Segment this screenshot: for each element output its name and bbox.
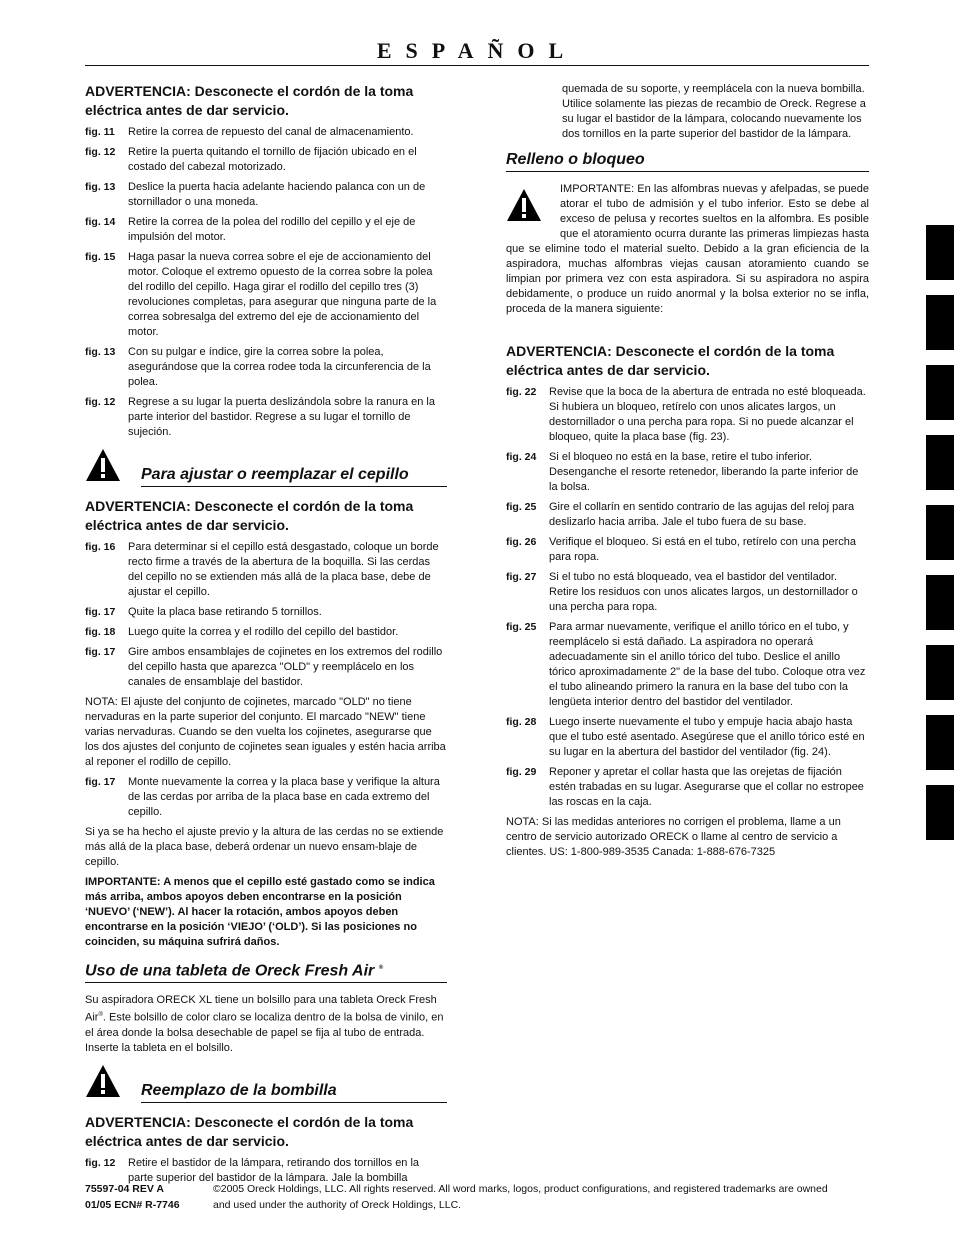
paragraph: Si ya se ha hecho el ajuste previo y la altura de las cerdas no se extiende más allá de la placa base, deberá ordenar un nuevo ensam-blaje de cepillo. (85, 826, 444, 868)
left-column (85, 82, 447, 1191)
importante-paragraph: IMPORTANTE: A menos que el cepillo esté gastado como se indica más arriba, ambos apoyos deben encontrarse en la posición ‘NUEVO’ (‘NEW’). Al hacer la rotación, ambos apoyos deben encontrarse en la posición ‘VIEJO’ (‘OLD’). Si las posiciones no coinciden, su máquina sufrirá daños. (85, 876, 435, 948)
tab-marker (926, 785, 954, 840)
fig-label: fig. 15 (85, 251, 116, 263)
fig-label: fig. 17 (85, 776, 116, 788)
fig-label: fig. 22 (506, 386, 537, 398)
fig-label: fig. 13 (85, 346, 116, 358)
warning-text: ADVERTENCIA: Desconecte el cordón de la toma eléctrica antes de dar servicio. (506, 343, 835, 378)
nota-paragraph: NOTA: El ajuste del conjunto de cojinetes, marcado "OLD" no tiene nervaduras en la parte superior del conjunto. El marcado "NEW" tiene varias nervaduras. Cuando se den vuelta los cojinetes, asegurarse que los dos ajustes del conjunto de cojinetes sean iguales y estén hacia arriba al reponer el rodillo de cepillo. (85, 696, 446, 768)
tab-marker (926, 715, 954, 770)
section-title: Para ajustar o reemplazar el cepillo (141, 465, 447, 487)
fig-item (85, 395, 447, 440)
header-rule (85, 65, 869, 66)
part-number: 75597-04 REV A (85, 1183, 164, 1195)
importante-paragraph: IMPORTANTE: En las alfombras nuevas y afelpadas, se puede atorar el tubo de admisión y el tubo inferior. Esto se debe al exceso de pelusa y recortes sueltos en la alfombra. Es posible que el atoramiento ocurra durante las primeras limpiezas hasta que se elimine todo el material suelto. Debido a la gran eficiencia de la aspiradora, muchas alfombras viejas causan atoramiento cuando se limpian por primera vez con esta aspiradora. Si su aspiradora no aspira debidamente, o produce un ruido anormal y la bolsa exterior no se infla, proceda de la manera siguiente: (506, 183, 869, 315)
fig-text: Retire la correa de repuesto del canal de almacenamiento. (128, 126, 414, 138)
fig-item (506, 385, 869, 445)
language-tabs (926, 225, 954, 855)
fig-label: fig. 17 (85, 606, 116, 618)
fig-label: fig. 12 (85, 396, 116, 408)
warning-text: ADVERTENCIA: Desconecte el cordón de la toma eléctrica antes de dar servicio. (85, 498, 414, 533)
fig-text: Con su pulgar e índice, gire la correa sobre la polea, asegurándose que la correa rodee toda la circunferencia de la polea. (128, 346, 431, 388)
fig-label: fig. 18 (85, 626, 116, 638)
fig-label: fig. 28 (506, 716, 537, 728)
fig-item (85, 180, 447, 210)
ecn-number: 01/05 ECN# R-7746 (85, 1199, 180, 1211)
fig-item (85, 605, 447, 620)
fig-item (85, 345, 447, 390)
fig-text: Luego inserte nuevamente el tubo y empuje hacia abajo hasta que el tubo esté asentado. Asegúrese que el anillo tórico esté en su lugar en la abertura del bastidor del ventilador (fig. 24). (549, 716, 865, 758)
fig-list (85, 540, 447, 690)
fig-label: fig. 29 (506, 766, 537, 778)
fig-text: Regrese a su lugar la puerta deslizándola sobre la ranura en la parte interior del bastidor. Regrese a su lugar el tornillo de sujeción. (128, 396, 435, 438)
document-code (85, 1181, 180, 1213)
fig-text: Gire ambos ensamblajes de cojinetes en los extremos del rodillo del cepillo hasta que aparezca "OLD" y reemplácelo en los canales de ensamblaje del bastidor. (128, 646, 443, 688)
tab-marker (926, 435, 954, 490)
fig-text: Revise que la boca de la abertura de entrada no esté bloqueada. Si hubiera un bloqueo, retírelo con unos alicates largos, un destornillador o una percha para ropa. Si no puede alcanzar el bloqueo, quite la placa base (fig. 23). (549, 386, 866, 443)
fig-list (85, 125, 447, 440)
fig-item (85, 250, 447, 340)
paragraph (85, 993, 447, 1056)
continued-paragraph: quemada de su soporte, y reemplácela con la nueva bombilla. Utilice solamente las piezas de recambio de Oreck. Regrese a su lugar el bastidor de la lámpara, colocando nuevamente los dos tornillos en la parte superior del bastidor de la lámpara. (562, 83, 866, 140)
fig-text: Gire el collarín en sentido contrario de las agujas del reloj para deslizarlo hacia arriba. Jale el tubo fuera de su base. (549, 501, 855, 528)
importante-block (506, 182, 869, 317)
fig-item (506, 715, 869, 760)
warning-text: ADVERTENCIA: Desconecte el cordón de la toma eléctrica antes de dar servicio. (85, 1113, 414, 1149)
warning-triangle-icon (85, 448, 141, 487)
fig-item (85, 125, 447, 140)
section-header (85, 448, 447, 487)
tab-marker (926, 365, 954, 420)
fig-text: Retire el bastidor de la lámpara, retirando dos tornillos en la parte superior del bastidor de la lámpara. Jale la bombilla (128, 1156, 420, 1184)
spacer (506, 322, 869, 342)
fig-label: fig. 14 (85, 216, 116, 228)
fresh-air-text-1: Su aspiradora ORECK XL tiene un bolsillo para una tableta Oreck Fresh Air (85, 994, 437, 1024)
fig-item (85, 215, 447, 245)
warning-triangle-icon (506, 188, 560, 234)
fig-list (85, 775, 447, 820)
section-title-text: Uso de una tableta de Oreck Fresh Air (85, 962, 375, 980)
fig-text: Quite la placa base retirando 5 tornillos. (128, 606, 322, 618)
fig-label: fig. 25 (506, 501, 537, 513)
fig-item (85, 645, 447, 690)
fig-text: Haga pasar la nueva correa sobre el eje de accionamiento del motor. Coloque el extremo opuesto de la correa sobre la polea del rodillo del cepillo. Haga girar el rodillo del cepillo tres (3) revoluciones completas, para asegurar que ninguna parte de la correa sobresalga del extremo del eje de accionamiento del motor. (128, 251, 437, 338)
nota-paragraph: NOTA: Si las medidas anteriores no corrigen el problema, llame a un centro de servicio autorizado ORECK o llame al centro de servicio a clientes. US: 1-800-989-3535 Canada: 1-888-676-7325 (506, 816, 841, 858)
fig-text: Retire la puerta quitando el tornillo de fijación ubicado en el costado del cabezal motorizado. (128, 146, 417, 173)
fig-item (506, 450, 869, 495)
fig-label: fig. 17 (85, 646, 116, 658)
tab-marker (926, 505, 954, 560)
fig-item (506, 535, 869, 565)
fig-text: Para armar nuevamente, verifique el anillo tórico en el tubo, y reemplácelo si está dañado. La aspiradora no operará adecuadamente sin el anillo tórico del tubo. Deslice el anillo tórico aproximadamente 2" de la base del tubo. Coloque otra vez el tubo alineando primero la ranura en la base del tubo con la lengüeta interior dentro del bastidor del ventilador. (549, 621, 866, 708)
warning-text: ADVERTENCIA: Desconecte el cordón de la toma eléctrica antes de dar servicio. (85, 83, 414, 118)
fig-label: fig. 12 (85, 1156, 116, 1169)
fresh-air-text-2: . Este bolsillo de color claro se localiza dentro de la bolsa de vinilo, en el área donde la bolsa desechable de papel se fija al tubo de entrada. Inserte la tableta en el bolsillo. (85, 1011, 444, 1054)
fig-label: fig. 27 (506, 571, 537, 583)
fig-label: fig. 11 (85, 126, 115, 138)
section-title: Relleno o bloqueo (506, 150, 869, 172)
warning-triangle-icon (85, 1064, 141, 1103)
fig-text: Verifique el bloqueo. Si está en el tubo, retírelo con una percha para ropa. (549, 536, 856, 563)
fig-text: Monte nuevamente la correa y la placa base y verifique la altura de las cerdas por arriba de la placa base en cada extremo del cepillo. (128, 776, 440, 818)
fig-label: fig. 26 (506, 536, 537, 548)
fig-text: Deslice la puerta hacia adelante haciendo palanca con un de stornillador o una moneda. (128, 181, 426, 208)
fig-label: fig. 24 (506, 451, 537, 463)
fig-item (506, 500, 869, 530)
fig-item (85, 775, 447, 820)
fig-text: Si el bloqueo no está en la base, retire el tubo inferior. Desenganche el resorte retenedor, liberando la parte inferior de la bolsa. (549, 451, 859, 493)
fig-list (506, 385, 869, 810)
copyright-notice: ©2005 Oreck Holdings, LLC. All rights reserved. All word marks, logos, product configurations, and registered trademarks are owned and used under the authority of Oreck Holdings, LLC. (213, 1183, 828, 1211)
tab-marker (926, 295, 954, 350)
fig-item (506, 570, 869, 615)
section-title: Reemplazo de la bombilla (141, 1081, 447, 1103)
fig-item (85, 145, 447, 175)
fig-text: Retire la correa de la polea del rodillo del cepillo y el eje de impulsión del motor. (128, 216, 416, 243)
section-title (85, 958, 447, 983)
tab-marker (926, 575, 954, 630)
section-header (85, 1064, 447, 1103)
fig-item (85, 540, 447, 600)
fig-item (85, 625, 447, 640)
tab-marker (926, 645, 954, 700)
tab-marker (926, 225, 954, 280)
fig-text: Si el tubo no está bloqueado, vea el bastidor del ventilador. Retire los residuos con unos alicates largos, un destornillador o una percha para ropa. (549, 571, 858, 613)
fig-label: fig. 25 (506, 621, 537, 633)
fig-text: Para determinar si el cepillo está desgastado, coloque un borde recto firme a través de la abertura de la boquilla. Si las cerdas del cepillo no se extienden más allá de la placa base, debe de ajustar el cepillo. (128, 541, 439, 598)
fig-text: Reponer y apretar el collar hasta que las orejetas de fijación estén trabadas en su lugar. Asegurarse que el collar no estropee las roscas en la caja. (549, 766, 864, 808)
fig-label: fig. 16 (85, 541, 116, 553)
registered-mark: ® (98, 1012, 103, 1019)
fig-item (506, 620, 869, 710)
fig-text: Luego quite la correa y el rodillo del cepillo del bastidor. (128, 626, 399, 638)
right-column (506, 82, 869, 865)
registered-mark: ® (378, 965, 384, 971)
fig-label: fig. 12 (85, 146, 116, 158)
fig-label: fig. 13 (85, 181, 116, 193)
fig-item (506, 765, 869, 810)
page-title: ESPAÑOL (376, 38, 578, 63)
